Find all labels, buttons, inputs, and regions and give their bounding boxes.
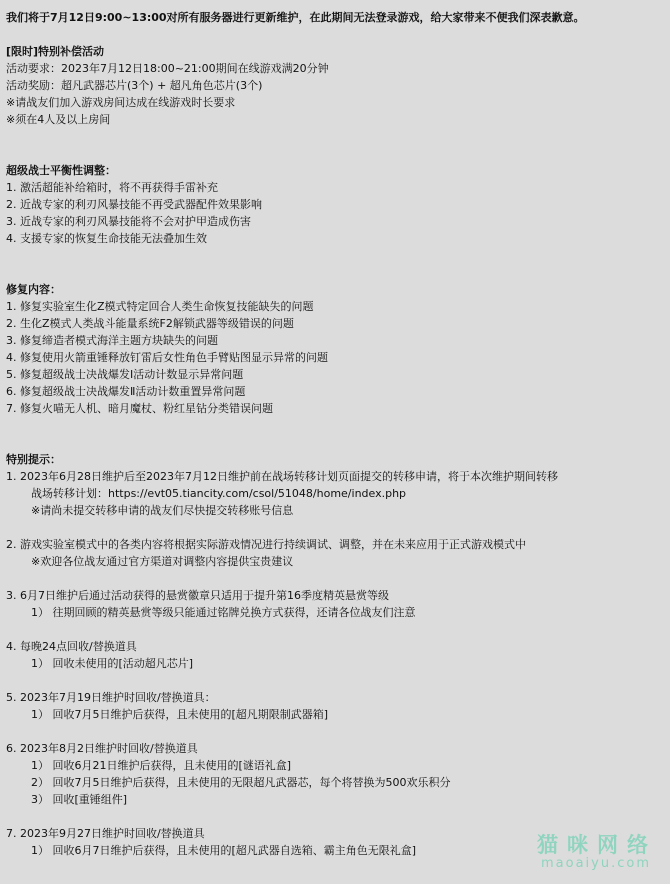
compensation-note: ※请战友们加入游戏房间达成在线游戏时长要求 [6, 96, 236, 109]
tip-subitem: 3） 回收[重锤组件] [31, 793, 128, 806]
tip-subnote: ※请尚未提交转移申请的战友们尽快提交转移账号信息 [31, 504, 294, 517]
tip-subitem: 1） 往期回顾的精英悬赏等级只能通过铭牌兑换方式获得，还请各位战友们注意 [31, 606, 416, 619]
tip-item: 6. 2023年8月2日维护时回收/替换道具 [6, 742, 198, 755]
tip-item: 2. 游戏实验室模式中的各类内容将根据实际游戏情况进行持续调试、调整，并在未来应用于正式游戏模式中 [6, 538, 526, 551]
tip-subitem: 1） 回收7月5日维护后获得，且未使用的[超凡期限制武器箱] [31, 708, 329, 721]
fixes-title: 修复内容： [6, 283, 61, 296]
fix-item: 6. 修复超级战士决战爆发Ⅱ活动计数重置异常问题 [6, 385, 246, 398]
tip-item: 4. 每晚24点回收/替换道具 [6, 640, 137, 653]
tip-subitem: 1） 回收未使用的[活动超凡芯片] [31, 657, 194, 670]
tip-subitem: 1） 回收6月21日维护后获得，且未使用的[谜语礼盒] [31, 759, 292, 772]
balance-item: 4. 支援专家的恢复生命技能无法叠加生效 [6, 232, 207, 245]
compensation-requirement: 活动要求：2023年7月12日18:00~21:00期间在线游戏满20分钟 [6, 62, 329, 75]
fix-item: 5. 修复超级战士决战爆发Ⅰ活动计数显示异常问题 [6, 368, 244, 381]
tip-item: 7. 2023年9月27日维护时回收/替换道具 [6, 827, 205, 840]
tip-item: 1. 2023年6月28日维护后至2023年7月12日维护前在战场转移计划页面提交的转移申请，将于本次维护期间转移 [6, 470, 558, 483]
compensation-reward: 活动奖励：超凡武器芯片(3个) + 超凡角色芯片(3个) [6, 79, 263, 92]
maintenance-notice: 我们将于7月12日9:00~13:00对所有服务器进行更新维护，在此期间无法登录游戏，给大家带来不便我们深表歉意。 [6, 11, 585, 24]
compensation-title: [限时]特别补偿活动 [6, 45, 105, 58]
fix-item: 7. 修复火喵无人机、暗月魔杖、粉红星钻分类错误问题 [6, 402, 273, 415]
tip-item: 5. 2023年7月19日维护时回收/替换道具： [6, 691, 216, 704]
compensation-note: ※须在4人及以上房间 [6, 113, 111, 126]
balance-item: 1. 激活超能补给箱时，将不再获得手雷补充 [6, 181, 218, 194]
balance-title: 超级战士平衡性调整： [6, 164, 116, 177]
tip-subitem: 2） 回收7月5日维护后获得，且未使用的无限超凡武器芯，每个将替换为500欢乐积分 [31, 776, 451, 789]
fix-item: 1. 修复实验室生化Z模式特定回合人类生命恢复技能缺失的问题 [6, 300, 314, 313]
fix-item: 2. 生化Z模式人类战斗能量系统F2解锁武器等级错误的问题 [6, 317, 294, 330]
tip-transfer-link: 战场转移计划：https://evt05.tiancity.com/csol/51048/home/index.php [31, 487, 407, 500]
watermark-logo: 猫咪网络 [537, 833, 657, 857]
fix-item: 3. 修复缔造者模式海洋主题方块缺失的问题 [6, 334, 218, 347]
tips-title: 特别提示： [6, 453, 61, 466]
tip-subitem: 1） 回收6月7日维护后获得，且未使用的[超凡武器自选箱、霸主角色无限礼盒] [31, 844, 417, 857]
watermark-url: maoaiyu.com [541, 856, 651, 871]
balance-item: 3. 近战专家的利刃风暴技能将不会对护甲造成伤害 [6, 215, 251, 228]
tip-item: 3. 6月7日维护后通过活动获得的悬赏徽章只适用于提升第16季度精英悬赏等级 [6, 589, 389, 602]
fix-item: 4. 修复使用火箭重锤释放钉雷后女性角色手臂贴图显示异常的问题 [6, 351, 328, 364]
balance-item: 2. 近战专家的利刃风暴技能不再受武器配件效果影响 [6, 198, 262, 211]
tip-subnote: ※欢迎各位战友通过官方渠道对调整内容提供宝贵建议 [31, 555, 294, 568]
